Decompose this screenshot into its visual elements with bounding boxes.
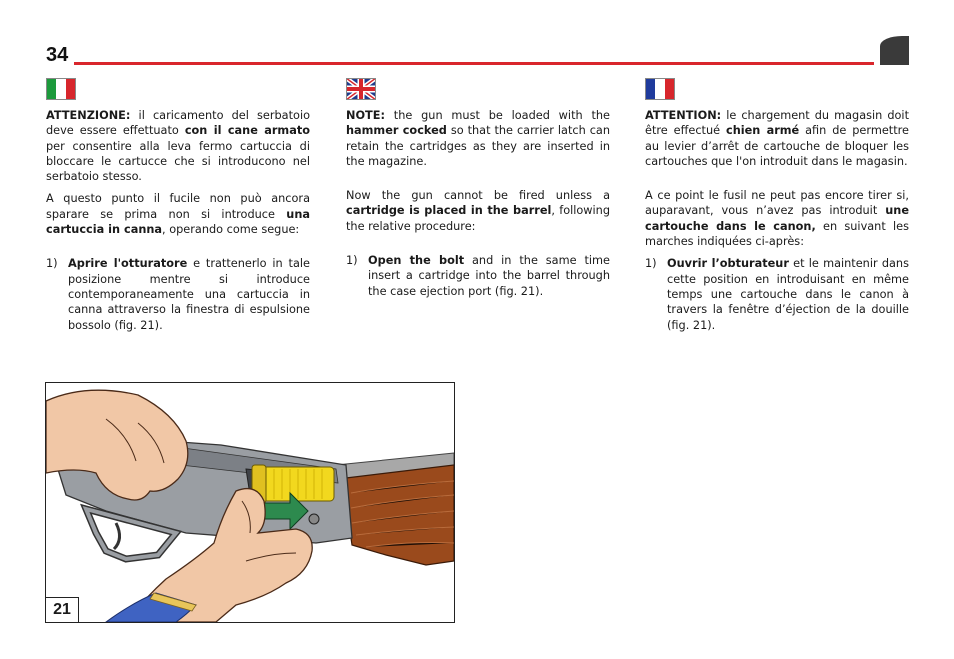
figure-number: 21 (46, 597, 79, 622)
shotgun-loading-illustration (46, 383, 454, 622)
french-attention-paragraph (645, 108, 909, 169)
step-number: 1) (645, 257, 657, 271)
english-step-text (368, 253, 610, 299)
bold-text: ATTENTION: (645, 109, 722, 122)
bold-text: chien armé (726, 124, 800, 138)
text-run: il caricamento del serbatoio deve essere effettuato (46, 109, 310, 138)
text-run: le chargement du magasin doit être effectué (645, 109, 909, 138)
text-run: Now the gun cannot be fired unless a (346, 189, 610, 203)
text-run: afin de permettre au levier d’arrêt de cartouche de bloquer les cartouches que l'on introduit dans le magasin. (645, 124, 909, 168)
text-run: en suivant les marches indiquées ci-après: (645, 219, 909, 249)
text-run: and in the same time insert a cartridge into the barrel through the case ejection port (fig. 21). (368, 254, 610, 298)
corner-tab (880, 36, 909, 65)
text-run: , operando come segue: (162, 223, 300, 237)
bold-text: cartridge is placed in the barrel (346, 204, 552, 218)
bold-text: una cartuccia in canna (46, 207, 310, 237)
french-column (645, 78, 909, 333)
english-step-1 (346, 253, 610, 299)
italian-flag-icon (46, 78, 76, 100)
figure-21 (45, 382, 455, 623)
text-run: per consentire alla leva fermo cartuccia di bloccare le cartucce che si introducono nel serbatoio stesso. (46, 139, 310, 184)
bold-text: hammer cocked (346, 124, 447, 138)
text-run: A questo punto il fucile non può ancora sparare se prima non si introduce (46, 192, 310, 221)
bold-text: une cartouche dans le canon, (645, 204, 909, 233)
english-column (346, 78, 610, 299)
french-step-text (667, 256, 909, 332)
italian-step-1 (46, 256, 310, 332)
italian-procedure-paragraph (46, 191, 310, 237)
bold-text: NOTE: (346, 109, 385, 122)
italian-attention-paragraph (46, 108, 310, 184)
step-number: 1) (46, 257, 58, 271)
bold-text: con il cane armato (184, 124, 310, 138)
step-number: 1) (346, 254, 358, 268)
wooden-fore-end (346, 465, 454, 565)
italian-column (46, 78, 310, 333)
italian-step-text (68, 256, 310, 332)
text-run: the gun must be loaded with the (385, 109, 610, 122)
british-flag-icon (346, 78, 376, 100)
screw (309, 514, 319, 524)
text-run: A ce point le fusil ne peut pas encore tirer si, auparavant, vous n’avez pas introduit (645, 189, 909, 218)
bold-text: Open the bolt (368, 254, 465, 268)
bold-text: ATTENZIONE: (46, 109, 131, 122)
page-number: 34 (46, 44, 69, 66)
header-rule (74, 62, 874, 65)
text-run: so that the carrier latch can retain the cartridges as they are inserted in the magazine. (346, 124, 610, 168)
english-note-paragraph (346, 108, 610, 169)
text-run: , following the relative procedure: (346, 204, 611, 233)
french-procedure-paragraph (645, 188, 909, 249)
french-step-1 (645, 256, 909, 332)
french-flag-icon (645, 78, 675, 100)
bold-text: Aprire l'otturatore (68, 257, 188, 271)
english-procedure-paragraph (346, 188, 610, 234)
text-run: e trattenerlo in tale posizione mentre si introduce contemporaneamente una cartuccia in canna attraverso la finestra di espulsione bossolo (fig. 21). (68, 257, 310, 332)
text-run: et le maintenir dans cette position en introduisant en même temps une cartouche dans le canon à travers la fenêtre d’éjection de la douille (fig. 21). (667, 257, 909, 332)
bold-text: Ouvrir l’obturateur (667, 257, 789, 271)
